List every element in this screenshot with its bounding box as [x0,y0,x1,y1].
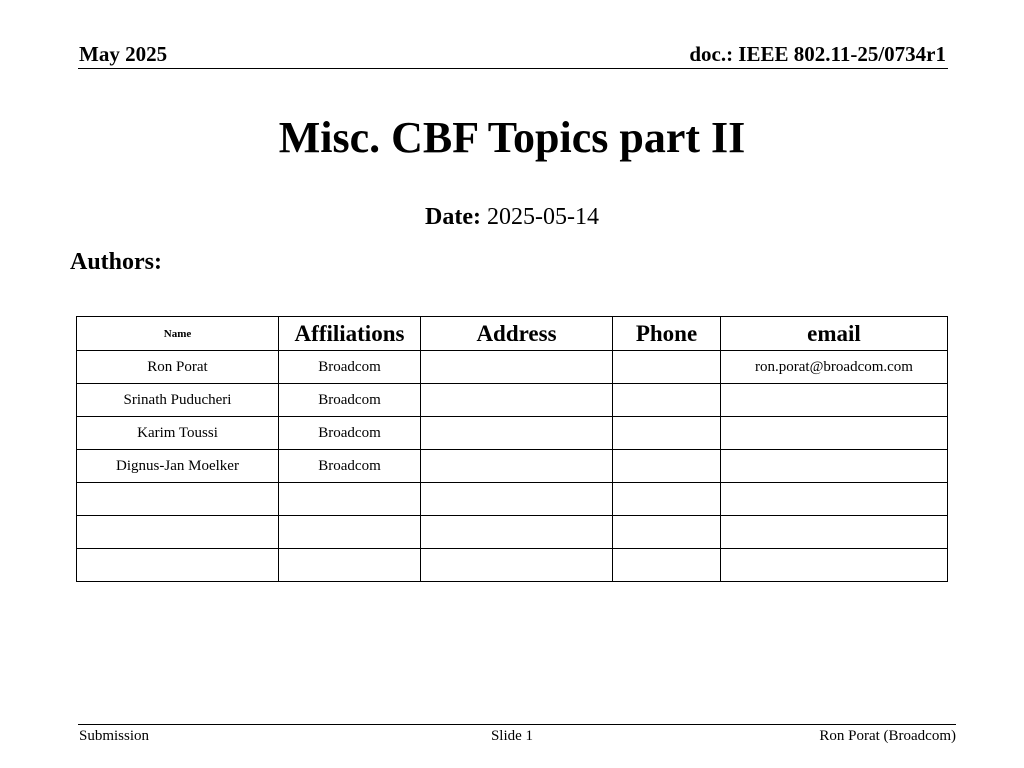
table-header-row [77,317,948,351]
cell-name [77,483,279,516]
cell-address [421,384,613,417]
authors-label: Authors: [70,249,163,275]
cell-name [77,549,279,582]
cell-email [721,549,948,582]
table-row [77,450,948,483]
date-value: 2025-05-14 [486,204,599,230]
cell-phone [613,417,721,450]
cell-address [421,417,613,450]
cell-address [421,549,613,582]
cell-phone [613,516,721,549]
header-doc-id: doc.: IEEE 802.11-25/0734r1 [689,42,946,66]
table-row [77,351,948,384]
column-header-address: Address [421,317,613,351]
column-header-name: Name [77,317,279,351]
cell-name: Srinath Puducheri [77,384,279,417]
footer-author: Ron Porat (Broadcom) [819,728,956,744]
table-row [77,549,948,582]
cell-email [721,384,948,417]
table-row [77,516,948,549]
cell-phone [613,384,721,417]
cell-affiliation [279,516,421,549]
column-header-email: email [721,317,948,351]
cell-email [721,516,948,549]
cell-affiliation [279,483,421,516]
cell-phone [613,351,721,384]
cell-name [77,516,279,549]
header-rule [78,68,948,69]
authors-table [76,316,948,582]
column-header-phone: Phone [613,317,721,351]
slide-title: Misc. CBF Topics part II [278,113,746,162]
cell-name: Karim Toussi [77,417,279,450]
footer-submission: Submission [79,728,150,744]
footer-rule [78,724,956,725]
cell-address [421,483,613,516]
footer-slide-number: Slide 1 [490,728,534,744]
cell-affiliation: Broadcom [279,417,421,450]
cell-address [421,516,613,549]
table-row [77,417,948,450]
cell-email [721,483,948,516]
cell-affiliation: Broadcom [279,351,421,384]
date-label: Date: [425,204,481,230]
cell-email: ron.porat@broadcom.com [721,351,948,384]
cell-phone [613,450,721,483]
cell-phone [613,549,721,582]
cell-address [421,351,613,384]
column-header-affiliations: Affiliations [279,317,421,351]
cell-email [721,417,948,450]
cell-email [721,450,948,483]
cell-address [421,450,613,483]
cell-phone [613,483,721,516]
table-row [77,384,948,417]
cell-affiliation: Broadcom [279,450,421,483]
date-line [0,204,1024,231]
cell-name: Ron Porat [77,351,279,384]
cell-name: Dignus-Jan Moelker [77,450,279,483]
cell-affiliation: Broadcom [279,384,421,417]
header-date: May 2025 [79,42,168,66]
cell-affiliation [279,549,421,582]
table-row [77,483,948,516]
